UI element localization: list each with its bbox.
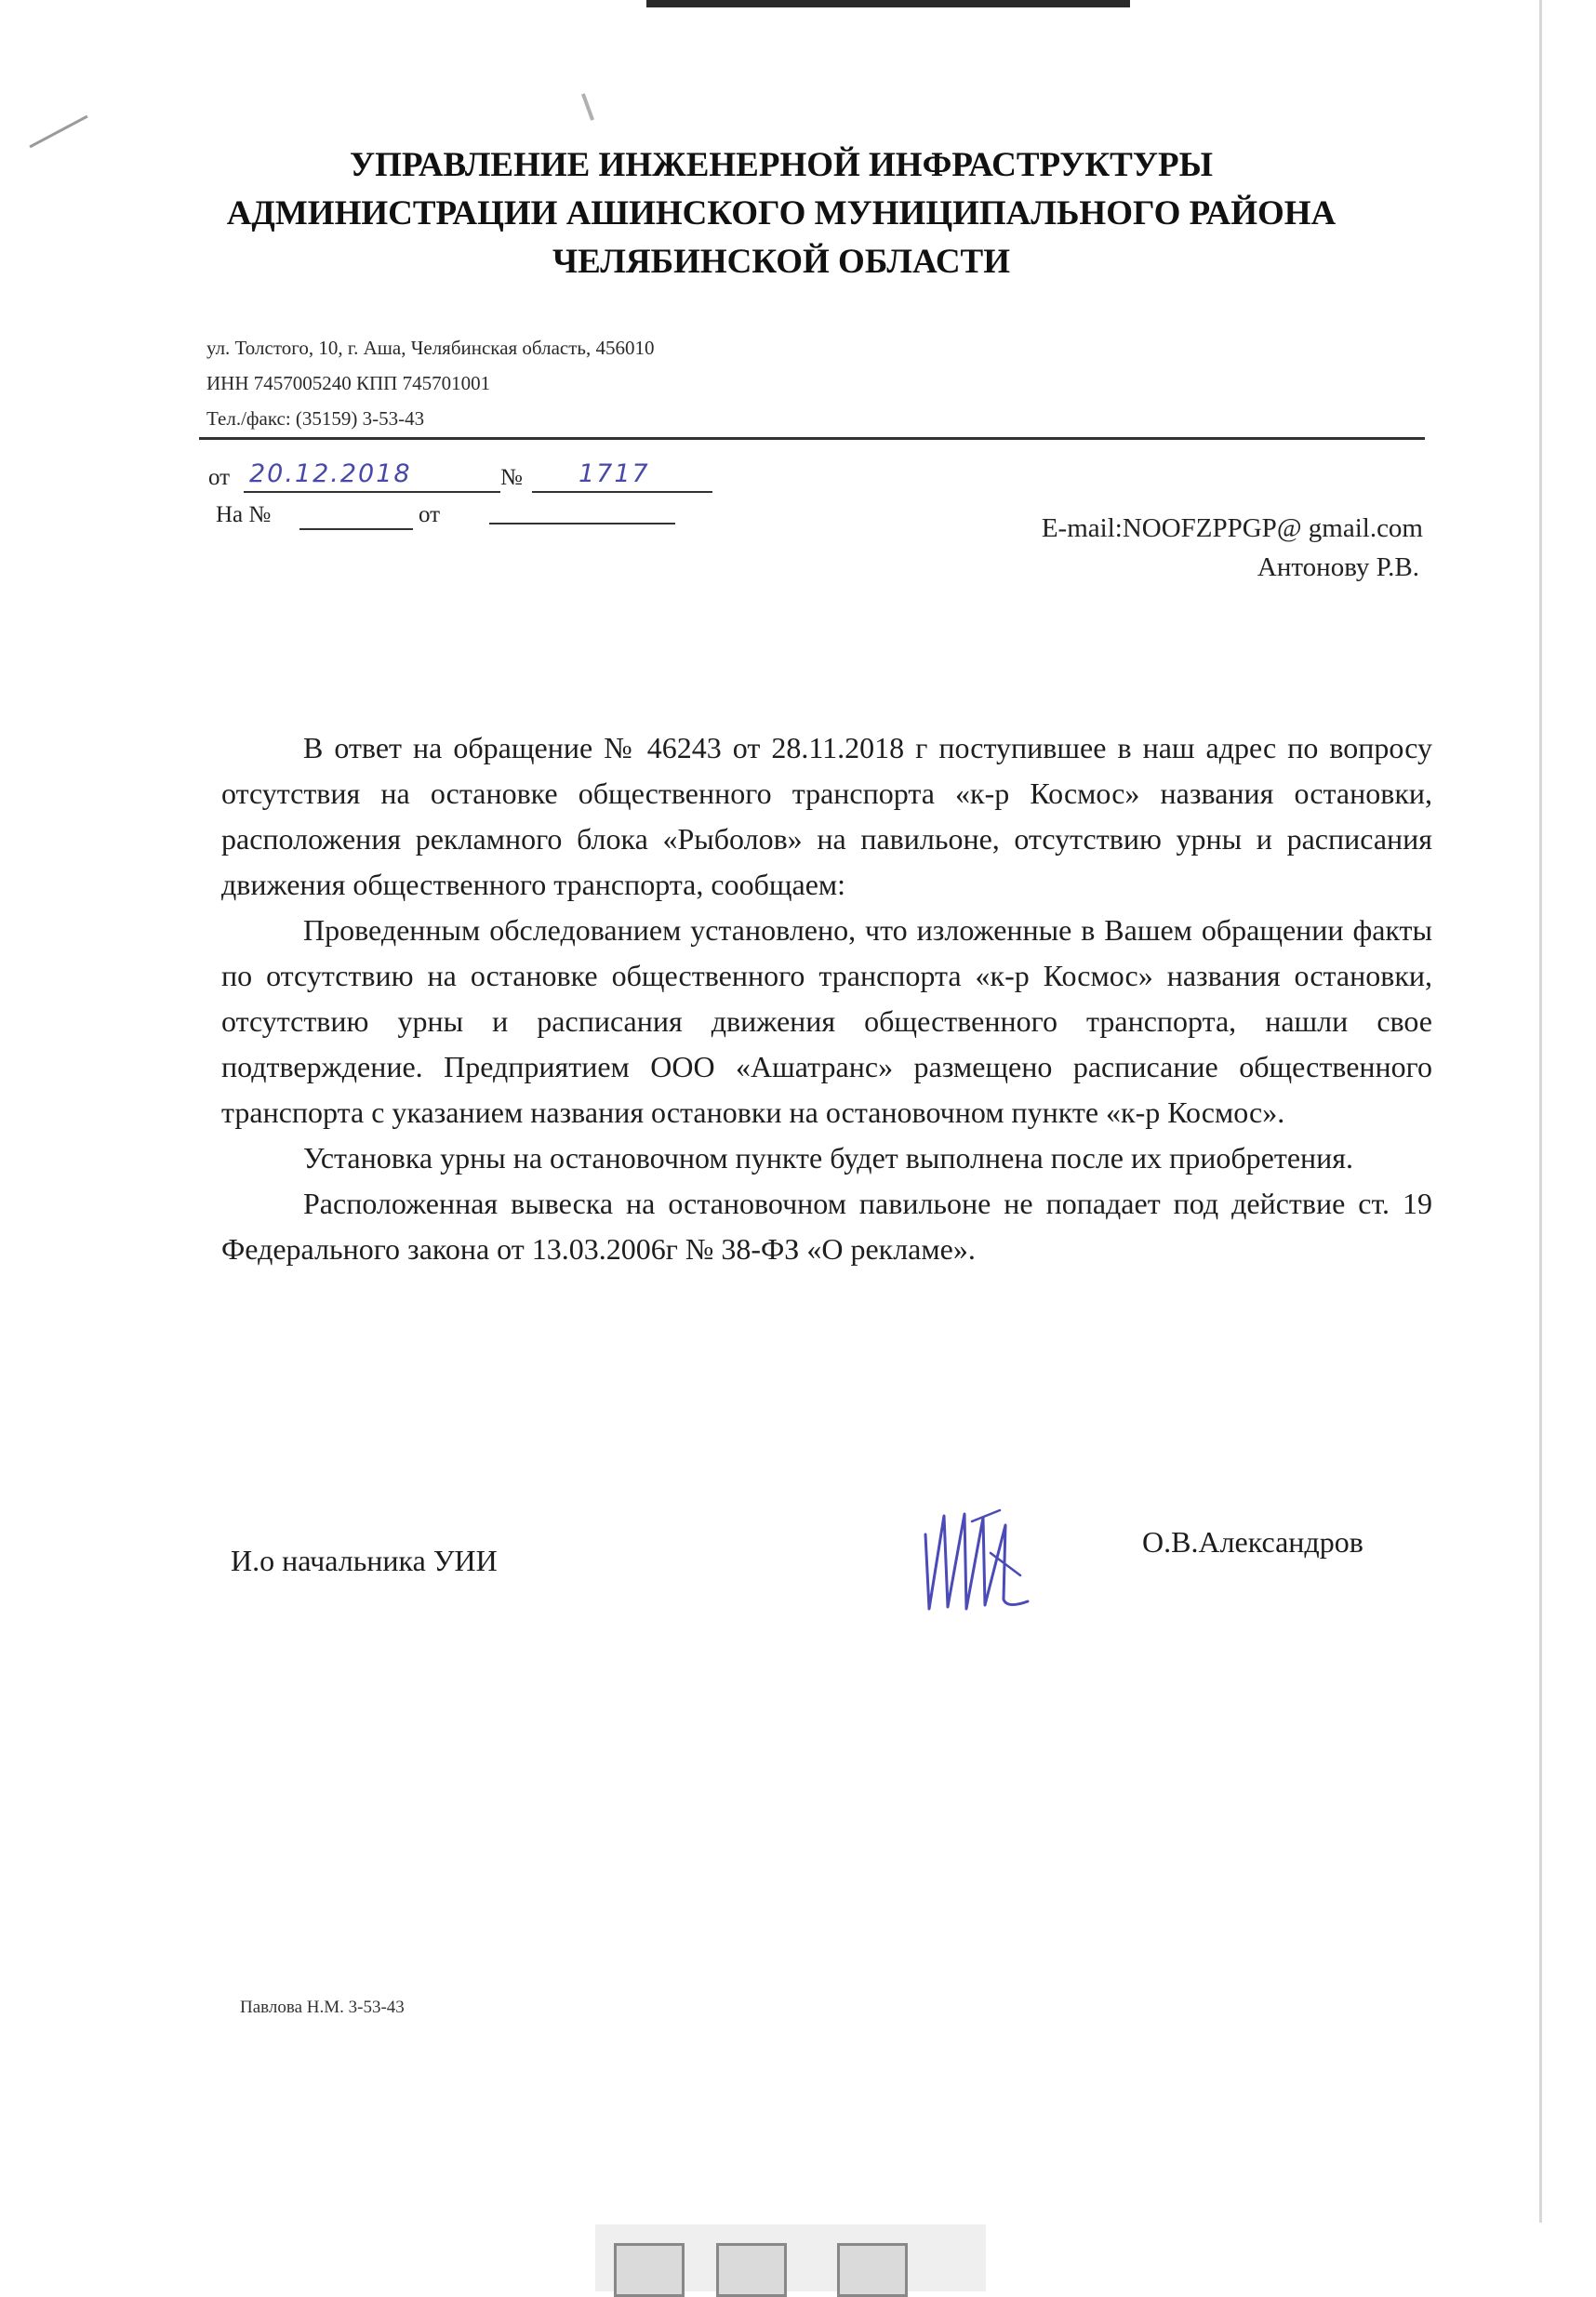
- number-prefix: №: [500, 465, 523, 490]
- body-paragraph-3: Установка урны на остановочном пункте будет выполнена после их приобретения.: [303, 1141, 1353, 1175]
- handwritten-signature: [916, 1497, 1046, 1627]
- scan-mark: [581, 93, 594, 121]
- handwritten-date: 20.12.2018: [249, 459, 412, 488]
- body-paragraph-1: В ответ на обращение № 46243 от 28.11.2018 г поступившее в наш адрес по вопросу отсутствия на остановке общественного транспорта «к-р Космос» названия остановки, расположения рекламного блока «Рыболов» на павильоне, отсутствию урны и расписания движения общественного транспорта, сообщаем:: [221, 731, 1432, 901]
- letterhead-line-1: УПРАВЛЕНИЕ ИНЖЕНЕРНОЙ ИНФРАСТРУКТУРЫ: [350, 146, 1213, 184]
- recipient-name: Антонову Р.В.: [1257, 552, 1419, 582]
- scan-artifact-box: [837, 2243, 908, 2297]
- number-underline: [532, 491, 712, 493]
- letterhead: [186, 141, 1377, 286]
- scan-artifact-box: [716, 2243, 787, 2297]
- phone: Тел./факс: (35159) 3-53-43: [206, 407, 425, 430]
- body-paragraph-2: Проведенным обследованием установлено, что изложенные в Вашем обращении факты по отсутствию на остановке общественного транспорта «к-р Космос» названия остановки, отсутствию урны и расписания движения общественного транспорта, нашли свое подтверждение. Предприятием ООО «Ашатранс» размещено расписание общественного транспорта с указанием названия остановки на остановочном пункте «к-р Космос».: [221, 913, 1432, 1129]
- date-underline: [244, 491, 500, 493]
- reply-from: от: [419, 502, 441, 527]
- body-paragraph-4: Расположенная вывеска на остановочном павильоне не попадает под действие ст. 19 Федерального закона от 13.03.2006г № 38-ФЗ «О рекламе».: [221, 1187, 1432, 1266]
- letterhead-line-2: АДМИНИСТРАЦИИ АШИНСКОГО МУНИЦИПАЛЬНОГО РАЙОНА: [226, 194, 1337, 232]
- signatory-title: И.о начальника УИИ: [231, 1544, 498, 1577]
- signatory-name: О.В.Александров: [1142, 1525, 1363, 1559]
- reply-number-underline: [299, 528, 413, 530]
- scan-artifact-box: [614, 2243, 685, 2297]
- address: ул. Толстого, 10, г. Аша, Челябинская область, 456010: [206, 337, 655, 359]
- recipient-email: E-mail:NOOFZPPGP@ gmail.com: [1041, 513, 1423, 543]
- scan-bottom-strip: [595, 2224, 986, 2291]
- letter-body: [221, 725, 1432, 1272]
- executor-line: Павлова Н.М. 3-53-43: [240, 1998, 405, 2017]
- scan-edge-right: [1539, 0, 1542, 2223]
- tax-ids: ИНН 7457005240 КПП 745701001: [206, 372, 491, 394]
- scan-mark: [29, 115, 87, 149]
- reply-date-underline: [489, 523, 675, 524]
- letterhead-line-3: ЧЕЛЯБИНСКОЙ ОБЛАСТИ: [552, 243, 1011, 281]
- date-prefix: от: [208, 465, 231, 490]
- reply-prefix: На №: [216, 502, 272, 527]
- handwritten-number: 1717: [579, 459, 650, 488]
- letterhead-divider: [199, 437, 1425, 440]
- scan-edge-top: [646, 0, 1130, 7]
